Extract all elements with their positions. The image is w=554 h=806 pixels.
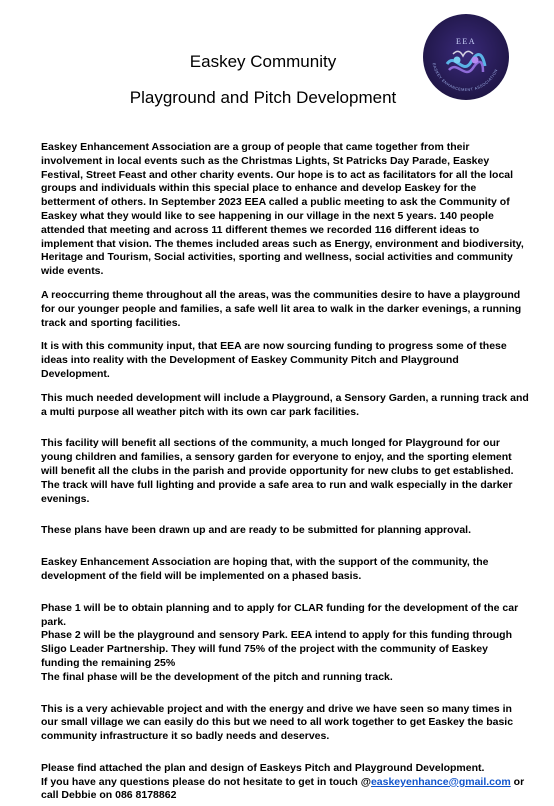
logo-ring-text: EASKEY ENHANCEMENT ASSOCIATION (431, 62, 499, 93)
document-title-line-2: Playground and Pitch Development (129, 88, 397, 107)
paragraph-attached-plan: Please find attached the plan and design of Easkeys Pitch and Playground Development. (41, 761, 485, 774)
document-title-line-1: Easkey Community (189, 52, 337, 71)
paragraph-phase-2: Phase 2 will be the playground and sensory Park. EEA intend to apply for this funding through Sligo Leader Partnership. They will fund 75% of the project with the community of Easkey funding the remaining 25% (41, 629, 512, 669)
paragraph-benefits: This facility will benefit all sections of the community, a much longed for Playground for our young children and families, a sensory garden for everyone to enjoy, and the sporting element will benefit all the clubs in the parish and provide opportunity for new clubs to get established. The track will have full lighting and provide a safe area to run and walk especially in the darker evenings. (41, 437, 514, 505)
paragraph-theme: A reoccurring theme throughout all the areas, was the communities desire to have a playground for our younger people and families, a safe well lit area to walk in the darker evenings, a running track and sporting facilities. (41, 288, 522, 329)
paragraph-final-phase: The final phase will be the development of the pitch and running track. (41, 670, 393, 683)
paragraph-community-input: It is with this community input, that EEA are now sourcing funding to progress some of these ideas into reality with the Development of Easkey Community Pitch and Playground Development. (41, 340, 507, 380)
paragraph-phased: Easkey Enhancement Association are hoping that, with the support of the community, the development of the field will be implemented on a phased basis. (41, 556, 489, 582)
paragraph-development: This much needed development will include a Playground, a Sensory Garden, a running track and a multi purpose all weather pitch with its own car park facilities. (41, 391, 529, 418)
paragraph-achievable: This is a very achievable project and with the energy and drive we have seen so many times in our small village we can easily do this but we need to all work together to get Easkey the basic community infrastructure it so badly needs and deserves. (41, 702, 514, 743)
logo-text: EEA (455, 37, 477, 46)
eea-logo-graphic (423, 14, 509, 100)
email-link[interactable]: easkeyenhance@gmail.com (370, 775, 511, 788)
contact-prefix: If you have any questions please do not hesitate to get in touch @ (41, 775, 371, 788)
paragraph-intro: Easkey Enhancement Association are a group of people that came together from their involvement in local events such as the Christmas Lights, St Patricks Day Parade, Easkey Festival, Street Feast and other charity events. Our hope is to act as facilitators for all the local groups and individuals within this special place to enhance and develop Easkey for the betterment of others. In September 2023 EEA called a public meeting to ask the Community of Easkey what they would like to see happening in our village in the next 5 years. 140 people attended that meeting and across 11 different themes we recorded 116 different ideas to implement that vision. The themes included areas such as Energy, environment and biodiversity, Heritage and Tourism, Social activities, sporting and wellness, social activities and community wide events. (41, 141, 524, 278)
paragraph-plans: These plans have been drawn up and are ready to be submitted for planning approval. (41, 524, 472, 537)
paragraph-contact (41, 776, 529, 804)
paragraph-phase-1: Phase 1 will be to obtain planning and to apply for CLAR funding for the development of the car park. (41, 601, 519, 628)
contact-suffix: or call Debbie on 086 8178862 (41, 775, 525, 802)
document-body (41, 141, 529, 803)
eea-logo (423, 14, 509, 100)
